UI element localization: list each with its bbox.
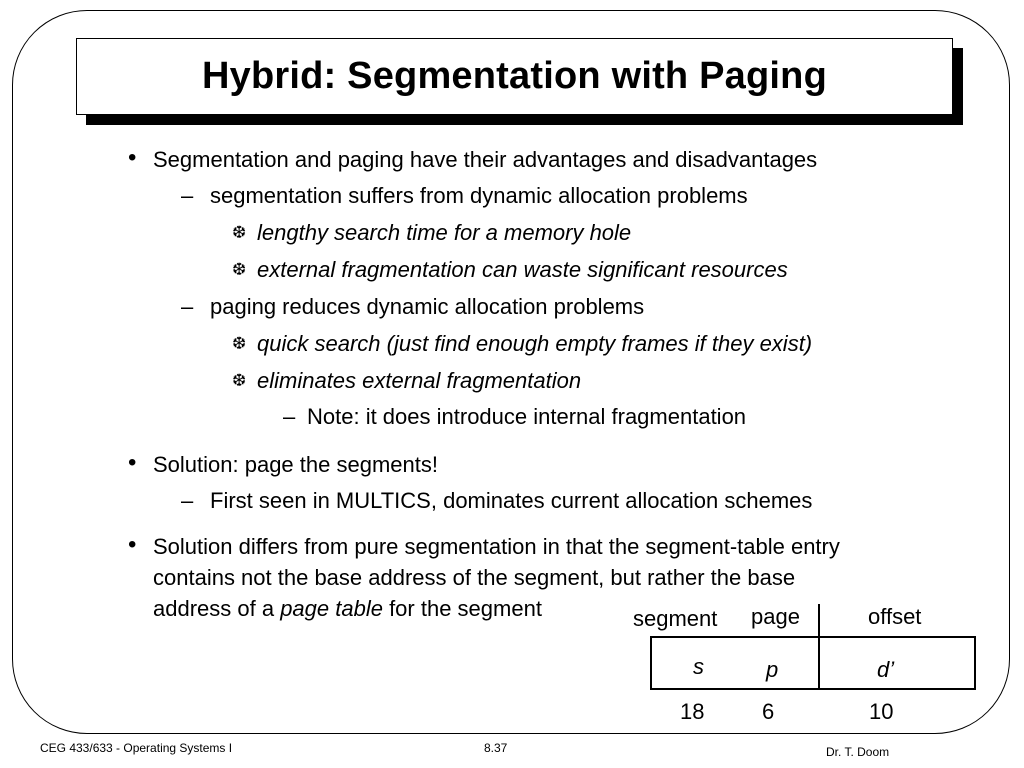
footer-author: Dr. T. Doom — [826, 745, 890, 759]
table-field-p: p — [766, 657, 779, 682]
footer-page-number: 8.37 — [484, 741, 508, 755]
snowflake-icon: ❆ — [232, 260, 247, 279]
bullet-3-line-3-italic: page table — [280, 596, 383, 621]
table-header-offset: offset — [868, 604, 922, 629]
bullet-3-line-2: contains not the base address of the segment, but rather the base — [153, 565, 796, 590]
snowflake-icon: ❆ — [232, 223, 247, 242]
footer-course: CEG 433/633 - Operating Systems I — [40, 741, 233, 755]
bullet-3-line-3-post: for the segment — [382, 596, 542, 621]
table-bits-segment: 18 — [680, 699, 705, 724]
bullet-2-text: Solution: page the segments! — [153, 452, 438, 477]
bullet-3-line-3-pre: address of a — [153, 596, 281, 621]
dash-icon: – — [181, 183, 194, 208]
bullet-1-sub-1-a: lengthy search time for a memory hole — [257, 220, 632, 245]
bullet-1-sub-2-b-note: Note: it does introduce internal fragmentation — [307, 404, 747, 429]
bullet-1-text: Segmentation and paging have their advantages and disadvantages — [153, 147, 818, 172]
table-top-border — [650, 636, 976, 638]
table-right-border — [974, 636, 976, 689]
bullet-1-sub-2-a: quick search (just find enough empty frames if they exist) — [257, 331, 813, 356]
bullet-1-sub-1: segmentation suffers from dynamic allocation problems — [210, 183, 748, 208]
table-left-border — [650, 636, 652, 689]
slide-title: Hybrid: Segmentation with Paging — [202, 55, 827, 97]
table-bottom-border — [650, 688, 976, 690]
table-divider — [818, 604, 820, 689]
bullet-icon: • — [128, 449, 137, 476]
bullet-3-line-1: Solution differs from pure segmentation in that the segment-table entry — [153, 534, 840, 559]
bullet-1-sub-2-b: eliminates external fragmentation — [257, 368, 582, 393]
bullet-3-line-3 — [153, 596, 542, 622]
table-field-d: d’ — [877, 657, 895, 682]
title-box — [76, 38, 953, 115]
table-field-s: s — [693, 654, 704, 679]
bullet-icon: • — [128, 144, 137, 171]
table-bits-page: 6 — [762, 699, 775, 724]
table-bits-offset: 10 — [869, 699, 894, 724]
bullet-2-sub-1: First seen in MULTICS, dominates current allocation schemes — [210, 488, 813, 513]
dash-icon: – — [283, 404, 296, 429]
snowflake-icon: ❆ — [232, 371, 247, 390]
table-header-segment: segment — [633, 606, 718, 631]
dash-icon: – — [181, 294, 194, 319]
dash-icon: – — [181, 488, 194, 513]
bullet-1-sub-2: paging reduces dynamic allocation problems — [210, 294, 645, 319]
bullet-icon: • — [128, 531, 137, 558]
bullet-1-sub-1-b: external fragmentation can waste significant resources — [257, 257, 788, 282]
table-header-page: page — [751, 604, 800, 629]
snowflake-icon: ❆ — [232, 334, 247, 353]
